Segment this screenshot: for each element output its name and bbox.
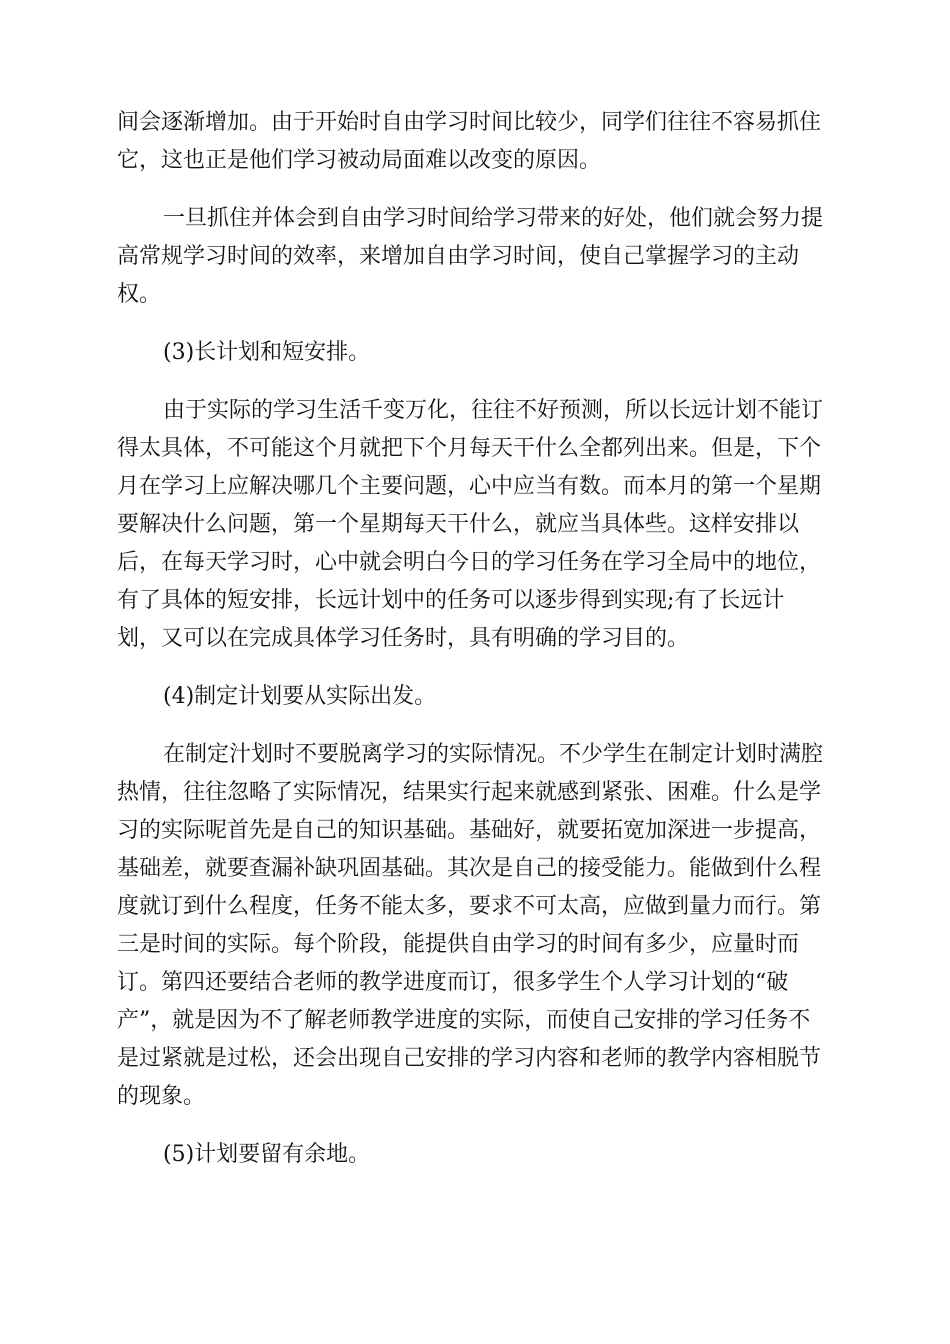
paragraph-1 xyxy=(117,104,833,180)
text-line: 基础差，就要查漏补缺巩固基础。其次是自己的接受能力。能做到什么程 xyxy=(117,856,822,881)
text-line: 一旦抓住并体会到自由学习时间给学习带来的好处，他们就会努力提 xyxy=(163,206,824,231)
text-line: 三是时间的实际。每个阶段，能提供自由学习的时间有多少，应量时而 xyxy=(117,932,800,957)
document-body xyxy=(117,104,833,1174)
heading-line: (4)制定计划要从实际出发。 xyxy=(163,684,437,709)
text-line: 的现象。 xyxy=(117,1084,206,1109)
text-line: 划，又可以在完成具体学习任务时，具有明确的学习目的。 xyxy=(117,626,690,651)
heading-line: (3)长计划和短安排。 xyxy=(163,340,371,365)
text-line: 后，在每天学习时，心中就会明白今日的学习任务在学习全局中的地位， xyxy=(117,550,822,575)
text-line: 是过紧就是过松，还会出现自己安排的学习内容和老师的教学内容相脱节 xyxy=(117,1046,822,1071)
text-line: 它，这也正是他们学习被动局面难以改变的原因。 xyxy=(117,148,602,173)
section-heading-4 xyxy=(117,678,833,716)
text-line: 度就订到什么程度，任务不能太多，要求不可太高，应做到量力而行。第 xyxy=(117,894,822,919)
text-line: 要解决什么问题，第一个星期每天干什么，就应当具体些。这样安排以 xyxy=(117,512,800,537)
heading-line: (5)计划要留有余地。 xyxy=(163,1142,371,1167)
paragraph-6 xyxy=(117,736,833,1116)
text-line: 订。第四还要结合老师的教学进度而订，很多学生个人学习计划的“破 xyxy=(117,970,789,995)
text-line: 产”，就是因为不了解老师教学进度的实际，而使自己安排的学习任务不 xyxy=(117,1008,811,1033)
text-line: 习的实际呢首先是自己的知识基础。基础好，就要拓宽加深进一步提高， xyxy=(117,818,822,843)
section-heading-3 xyxy=(117,334,833,372)
text-line: 权。 xyxy=(117,282,162,307)
paragraph-2 xyxy=(117,200,833,314)
text-line: 有了具体的短安排，长远计划中的任务可以逐步得到实现;有了长远计 xyxy=(117,588,785,613)
text-line: 高常规学习时间的效率，来增加自由学习时间，使自己掌握学习的主动 xyxy=(117,244,800,269)
text-line: 月在学习上应解决哪几个主要问题，心中应当有数。而本月的第一个星期 xyxy=(117,474,822,499)
text-line: 由于实际的学习生活千变万化，往往不好预测，所以长远计划不能订 xyxy=(163,398,824,423)
section-heading-5 xyxy=(117,1136,833,1174)
text-line: 在制定汁划时不要脱离学习的实际情况。不少学生在制定计划时满腔 xyxy=(163,742,824,767)
text-line: 间会逐渐增加。由于开始时自由学习时间比较少，同学们往往不容易抓住 xyxy=(117,110,822,135)
text-line: 得太具体，不可能这个月就把下个月每天干什么全都列出来。但是，下个 xyxy=(117,436,822,461)
paragraph-4 xyxy=(117,392,833,658)
text-line: 热情，往往忽略了实际情况，结果实行起来就感到紧张、困难。什么是学 xyxy=(117,780,822,805)
